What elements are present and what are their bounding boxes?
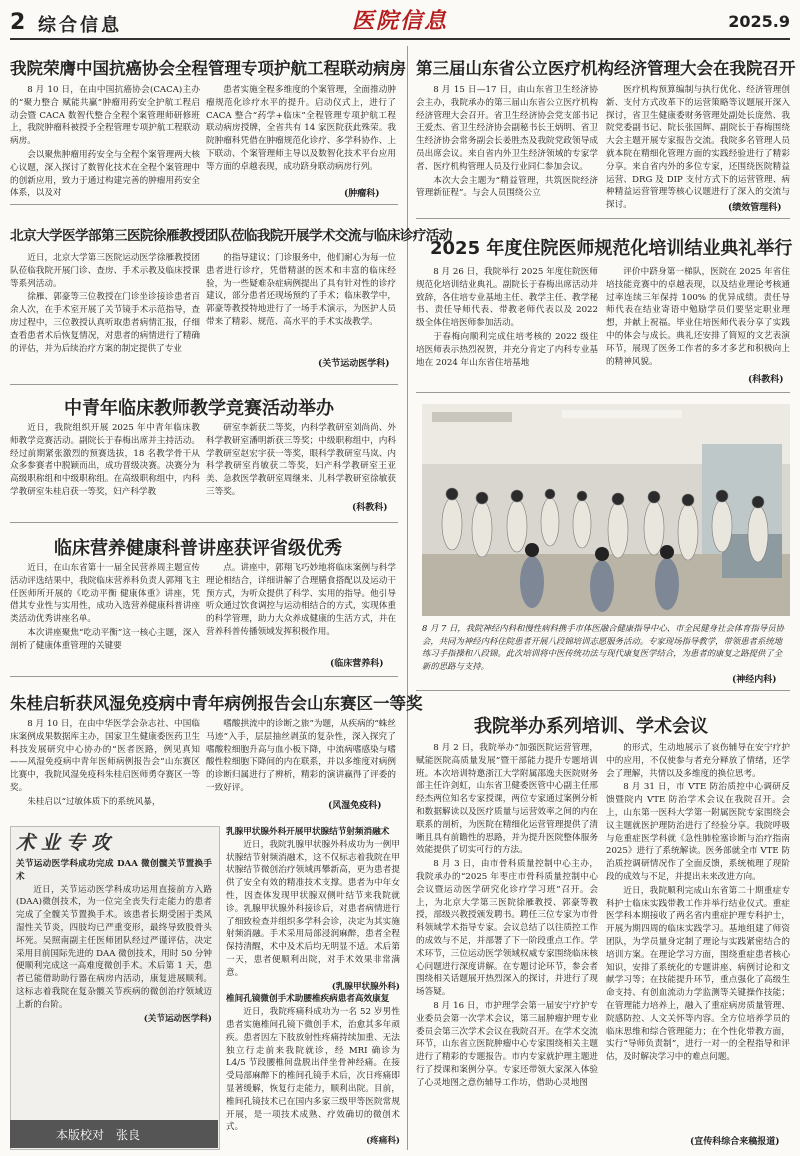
paragraph: 评价中跻身第一梯队，医院在 2025 年省住培技能竞赛中的卓越表现，以及结业理论考核通过率连续三年保持 100% 的优异成绩。责任导师代表在结业寄语中勉励学员们要坚定职业理想，并献上祝福。毕业住培医师代表分享了实践中的体会与成长。典礼还安排了简短的文艺表演环节，展现了医务工作者的多才多艺和积极向上的精神风貌。 [606,267,790,367]
paragraph: 徐雁、郭豪等三位教授在门诊坐诊接诊患者百余人次，在手术室开展了关节镜手术示范指导，查房过程中，三位教授认真听取患者病情汇报，仔细查看患者术后恢复情况，对患者的病情进行了精确的评估，并为后续治疗方案的制定提供了专业 [10,292,200,354]
article-body-col1 [416,84,598,210]
divider [10,676,398,677]
article-body-col2 [206,718,396,796]
article-body-col2 [606,742,790,1132]
page-number: 2 [10,10,26,35]
proofreader-text: 本版校对 张良 [56,1128,141,1142]
article-body-col1 [10,718,200,816]
item-title: 关节运动医学科成功完成 DAA 微创髋关节置换手术 [16,859,212,882]
byline: (疼痛科) [366,1136,400,1147]
header-rule [10,38,790,40]
byline: (风湿免疫科) [328,801,382,811]
column-divider [407,46,408,1150]
paragraph: 点。讲座中，郭翔飞巧妙地将临床案例与科学理论相结合，详细讲解了合理膳食搭配以及运动干预方式，为听众提供了科学、实用的指导。他引导听众通过饮食调控与运动相结合的方式，实现体重的科学管理，助力大众养成健康的生活方式，并在营养科普传播领域发挥积极作用。 [206,563,396,637]
column-items-2-3 [226,826,400,1148]
article-title: 北京大学医学部第三医院徐雁教授团队莅临我院开展学术交流与临床诊疗活动 [10,228,452,244]
byline: (肿瘤科) [344,189,380,199]
item-body: 近日，我院疼痛科成功为一名 52 岁男性患者实施椎间孔镜下微创手术，治愈其多年顽疾。患者因左下肢放射性疼痛持续加重、无法独立行走前来我院就诊，经 MRI 确诊为 L4/5 节段腰椎间盘脱出伴坐骨神经痛。在接受局部麻醉下的椎间孔镜手术后，次日疼痛即显著缓解，恢复行走能力，顺利出院。目前，椎间孔镜技术已在国内多家三级甲等医院常规开展，是一项技术成熟、疗效确切的微创术式。 [226,1007,400,1133]
article-title: 我院荣膺中国抗癌协会全程管理专项护航工程联动病房 [10,59,406,78]
article-body-col2 [206,562,396,654]
article-body-col1 [10,562,200,666]
paragraph: 患者实施全程多维度的个案管理，全面推动肿瘤规范化诊疗水平的提升。启动仪式上，进行了 CACA 整合“药学+临床”全程管理专项护航工程联动病房授牌，全省共有 14 家医院获此殊荣。我院肿瘤科凭借在肿瘤规范化诊疗、多学科协作、上下联动、个案管理师主导以及数智化技术平台应用等方面的卓越表现，成功跻身联动病房行列。 [206,85,396,172]
article-body-col2 [606,266,790,372]
item-title: 椎间孔镜微创手术助腰椎疾病患者高效康复 [226,994,390,1005]
byline: (神经内科) [732,675,777,685]
article-title: 我院举办系列培训、学术会议 [474,716,708,737]
divider [10,384,398,385]
paragraph: 8 月 16 日，市护理学会第一届安宁疗护专业委员会第一次学术会议，第三届肿瘤护理专业委员会第三次学术会议在我院召开。在学术交流环节，山东省立医院肿瘤中心专家围绕相关主题进行了精彩的专题报告。市内专家就护理主题进行了授课和案例分享。专家还带领大家深入体验了心灵地图之意伤辅导工作坊，借助心灵地图 [416,1000,598,1088]
byline: (临床营养科) [330,659,384,669]
paragraph: 本次讲座聚焦“吃动平衡”这一核心主题，深入剖析了健康体重管理的关键要 [10,627,200,651]
item-body: 近日，我院乳腺甲状腺外科成功为一例甲状腺结节射频消融术，这不仅标志着我院在甲状腺结节微创治疗领域再攀新高，更为患者提供了安全有效的精准技术支撑。患者为中年女性，因查体发现甲状腺双侧叶结节来我院就诊。乳腺甲状腺外科接诊后，对患者病情进行了细致检查并组织多学科会诊，决定为其实施射频消融。手术采用局部浸润麻醉，患者全程保持清醒，术中及术后均无明显不适。术后第一天，患者便顺利出院，对手术效果非常满意。 [226,839,400,978]
article-title: 2025 年度住院医师规范化培训结业典礼举行 [430,238,793,259]
paragraph: 研室李新获二等奖，内科学教研室刘尚尚、外科学教研室潘明新获三等奖；中级职称组中，内科学教研室赵宏宇获一等奖，眼科学教研室马岚、内科学教研室肖敏获二等奖，妇产科学教研室王亚美、急救医学教研室周继来、儿科学教研室徐敏获三等奖。 [206,423,396,497]
paragraph: 近日，我院组织开展 2025 年中青年临床教师教学竞赛活动。副院长于春梅出席并主持活动。经过前期紧张激烈的预赛选拔，18 名教学骨干从众多参赛者中脱颖而出，成功晋级决赛。决赛分为高级职称组和中级职称组。在高级职称组中，内科学教研室朱桂启获一等奖，妇产科学教 [10,423,200,497]
divider [10,522,398,523]
training-photo [422,404,790,616]
article-body-col2 [206,252,396,354]
paragraph: 8 月 10 日，在由中国抗癌协会(CACA)主办的“聚力整合 赋能共赢”肿瘤用药安全护航工程启动会暨 CACA 数智代整合全程个案管理师研修班上，我院肿瘤科被授予全程管理专项护航工程联动病房。 [10,85,200,147]
paragraph: 于春梅向顺利完成住培考核的 2022 级住培医师表示热烈祝贺，并充分肯定了内科专业基地在 2024 年山东省住培基地 [416,331,598,368]
article-body-col1 [10,252,200,376]
paragraph: 的指导建议；门诊服务中，他们耐心为每一位患者进行诊疗，凭借精湛的医术和丰富的临床经验，为一些疑难杂症病例提出了具有针对性的诊疗建议，部分患者还现场预约了手术；临床教学中，郭豪等教授特地进行了一场手术演示，为医护人员带来了精彩、规范、高水平的手术实战教学。 [206,253,396,327]
paragraph: 本次大会主题为“精益管理，共筑医院经济管理新征程”。与会人员围绕公立 [416,175,598,199]
column-label: 术业专攻 [16,832,117,854]
paragraph: 朱桂启以“过敏体质下的系统风暴， [27,796,161,807]
paragraph: 8 月 3 日，由市骨科质量控制中心主办，我院承办的“2025 年枣庄市骨科质量控制中心会议暨运动医学研究化诊疗学习班”召开。会上，为北京大学第三医院徐雁教授、郭豪等教授，部级兴教授颁发聘书。聘任三位专家为市骨科领域学术指导专家。会议总结了以往质控工作的成效与不足，并部署了下一阶段重点工作。学术环节，三位运动医学领域权威专家围绕临床核心问题进行深度讲解。在专题讨论环节，参会者围绕相关话题展开热烈深入的探讨，并进行了现场答疑。 [416,859,598,998]
divider [416,392,790,393]
article-body-col2 [206,84,396,188]
paragraph: 8 月 15 日—17 日，由山东省卫生经济协会主办，我院承办的第三届山东省公立医疗机构经济管理大会召开。省卫生经济协会党支部书记王爱杰、省卫生经济协会副秘书长王炳明、省卫生经济协会常务副会长姜胜杰及我院党政领导成员出席会议。来自省内外卫生经济领域的专家学者、医疗机构管理人员及行业同仁参加会议。 [416,85,598,172]
masthead-logo: 医院信息 [351,8,448,34]
divider [416,218,790,219]
article-title: 中青年临床教师教学竞赛活动举办 [64,398,334,419]
paragraph: 8 月 2 日，我院举办“加强医院运营管理，赋能医院高质量发展”暨干部能力提升专题培训班。本次培训特邀浙江大学附属邵逸夫医院财务部主任许剑虹，山东省卫健委医管中心副主任邢经杰两位知名专家授课，两位专家通过案例分析和数据解读以及医疗质量与运营效率之间的内在联系的剖析，为医院在精细化运营管理提供了清晰且具有前瞻性的思路，并为提升医院整体服务效能提供了切实可行的方法。 [416,743,598,856]
item-body: 近日，关节运动医学科成功运用直接前方入路(DAA)微创技术，为一位完全丧失行走能力的患者完成了全髋关节置换手术。该患者长期受困于类风湿性关节炎，四肢均已严重变形，最终导致股骨头坏死。吴照南副主任医师团队经过严谨评估，决定采用目前国际先进的 DAA 微创技术，用时 50 分钟便顺利完成这一高难度微创手术。术后第 1 天，患者已能借助助行器在病房内活动，康复进展顺利。这标志着我院在复杂髋关节疾病的微创治疗领域迈上新的台阶。 [16,884,212,1010]
column-item-1 [16,858,212,1118]
paragraph: 嗜酸拱流中的诊断之旅”为题，从疾病的“蛛丝马迹”入手，层层抽丝剥茧的复杂性，深入探究了嗜酸粒细胞升高与血小板下降，中流病嗜感染与嗜酸性粒细胞下降间的内在联系，并以多维度对病例的诊断归属进行了辨析，精彩的演讲赢得了评委的一致好评。 [206,719,396,793]
article-title: 第三届山东省公立医疗机构经济管理大会在我院召开 [416,59,796,78]
byline: (科教科) [748,375,784,385]
photo-caption: 8 月 7 日，我院神经内科和慢性病科携手市体医融合健康指导中心、市全民健身社会体育指导员协会，共同为神经内科住院患者开展八段锦培训志愿服务活动。专家现场指导教学，带领患者系统地练习手指操和八段锦。此次培训将中医传统功法与现代康复医学结合，为患者的康复之路提供了全新的思路与支持。 [422,623,785,671]
byline: (科教科) [352,503,388,513]
news-photo [422,404,790,616]
proofreader-bar [10,1120,218,1148]
byline: (关节运动医学科) [143,1013,212,1024]
article-body-col2 [206,422,396,502]
divider [416,690,790,691]
paragraph: 近日，在山东省第十一届全民营养周主题宣传活动评选结果中，我院临床营养科负责人郭翔飞主任医师所开展的《吃动平衡 健康体重》讲座，凭借其专业性与实用性，成功入选营养健康科普讲座类活动优秀讲座名单。 [10,563,200,625]
paragraph: 8 月 31 日，市 VTE 防治质控中心调研反馈暨院内 VTE 防治学术会议在我院召开。会上，山东第一医科大学第一附属医院专家围绕会议主题就医护理防治进行了经验分享。我院呼吸与危重症医学科就《急性肺栓塞诊断与治疗指南 2025》进行了系统解读。医务部就全市 VTE 防治质控调研情况作了全面反馈，系统梳理了现阶段的成效与不足，并提出未来改进方向。 [606,782,790,882]
article-body-col1 [416,266,598,386]
article-title: 朱桂启斩获风湿免疫病中青年病例报告会山东赛区一等奖 [10,694,423,713]
paragraph: 医疗机构预算编制与执行优化、经济管理创新、支付方式改革下的运营策略等议题展开深入探讨，省卫生健康委财务管理处副处长庞然、我院党委副书记、院长张国辉、副院长于春梅围绕大会主题开展专家报告交流。我院多名管理人员就本院在精细化管理方面的实践经验进行了精彩分享。来自省内外的多位专家，还围绕医院精益运营、DRG 及 DIP 支付方式下的运营管理、病种精益运营管理等核心议题进行了深入的交流与探讨。 [606,85,790,211]
paragraph: 8 月 10 日，在由中华医学会杂志社、中国临床案例成果数据库主办，国家卫生健康委医药卫生科技发展研究中心协办的“医者医路，例见真知——风湿免疫病中青年医师病例报告会”山东赛区比赛中，我院风湿免疫科朱桂启医师勇夺赛区一等奖。 [10,719,200,793]
byline: (宣传科综合来稿报道) [690,1137,780,1147]
byline: (绩效管理科) [728,203,782,213]
article-body-col1 [10,422,200,514]
issue-date: 2025.9 [728,12,790,31]
article-title: 临床营养健康科普讲座获评省级优秀 [54,538,342,559]
paragraph: 会以聚焦肿瘤用药安全与全程个案管理两大核心议题，深入探讨了数智化技术在全程个案管理中的创新应用，致力于通过构建完善的肿瘤用药安全体系，以及对 [10,149,200,199]
divider [10,204,398,205]
paragraph: 8 月 26 日，我院举行 2025 年度住院医师规范化培训结业典礼。副院长于春梅出席活动并致辞，各住培专业基地主任、教学主任、教学秘书、责任导师代表、带教老师代表以及 2022 级全体住培医师参加活动。 [416,267,598,329]
paragraph: 的形式，生动地展示了哀伤辅导在安宁疗护中的应用，不仅使参与者充分释放了情绪，还学会了理解，共情以及多维度的换位思考。 [606,743,790,779]
item-title: 乳腺甲状腺外科开展甲状腺结节射频消融术 [226,827,390,837]
section-name: 综合信息 [38,15,122,36]
byline: (乳腺甲状腺外科) [331,981,400,992]
byline: (关节运动医学科) [318,359,390,369]
paragraph: 近日，我院顺利完成山东省第二十期重症专科护士临床实践带教工作并举行结业仪式。重症医学科本期接收了两名省内重症护理专科护士，开展为期四周的临床实践学习。基地组建了师资团队，为学员量身定制了理论与实践紧密结合的培训方案。在理论学习方面，围绕重症患者核心知识，安排了系统化的专题讲座、病例讨论和文献学习等；在技能提升环节，重点强化了高级生命支持、有创血流动力学监测等关键操作技能；在管理能力培养上，融入了重症病房质量管理、院感防控、人文关怀等内容。全方位培养学员的临床思维和综合管理能力；在个性化带教方面，实行“导师负责制”，进行一对一的全程指导和评估，及时解决学习中的难点问题。 [606,885,790,1063]
article-body-col1 [10,84,200,199]
article-body-col1 [416,742,598,1146]
paragraph: 近日，北京大学第三医院运动医学徐雁教授团队莅临我院开展门诊、查房、手术示教及临床授课等系列活动。 [10,253,200,289]
